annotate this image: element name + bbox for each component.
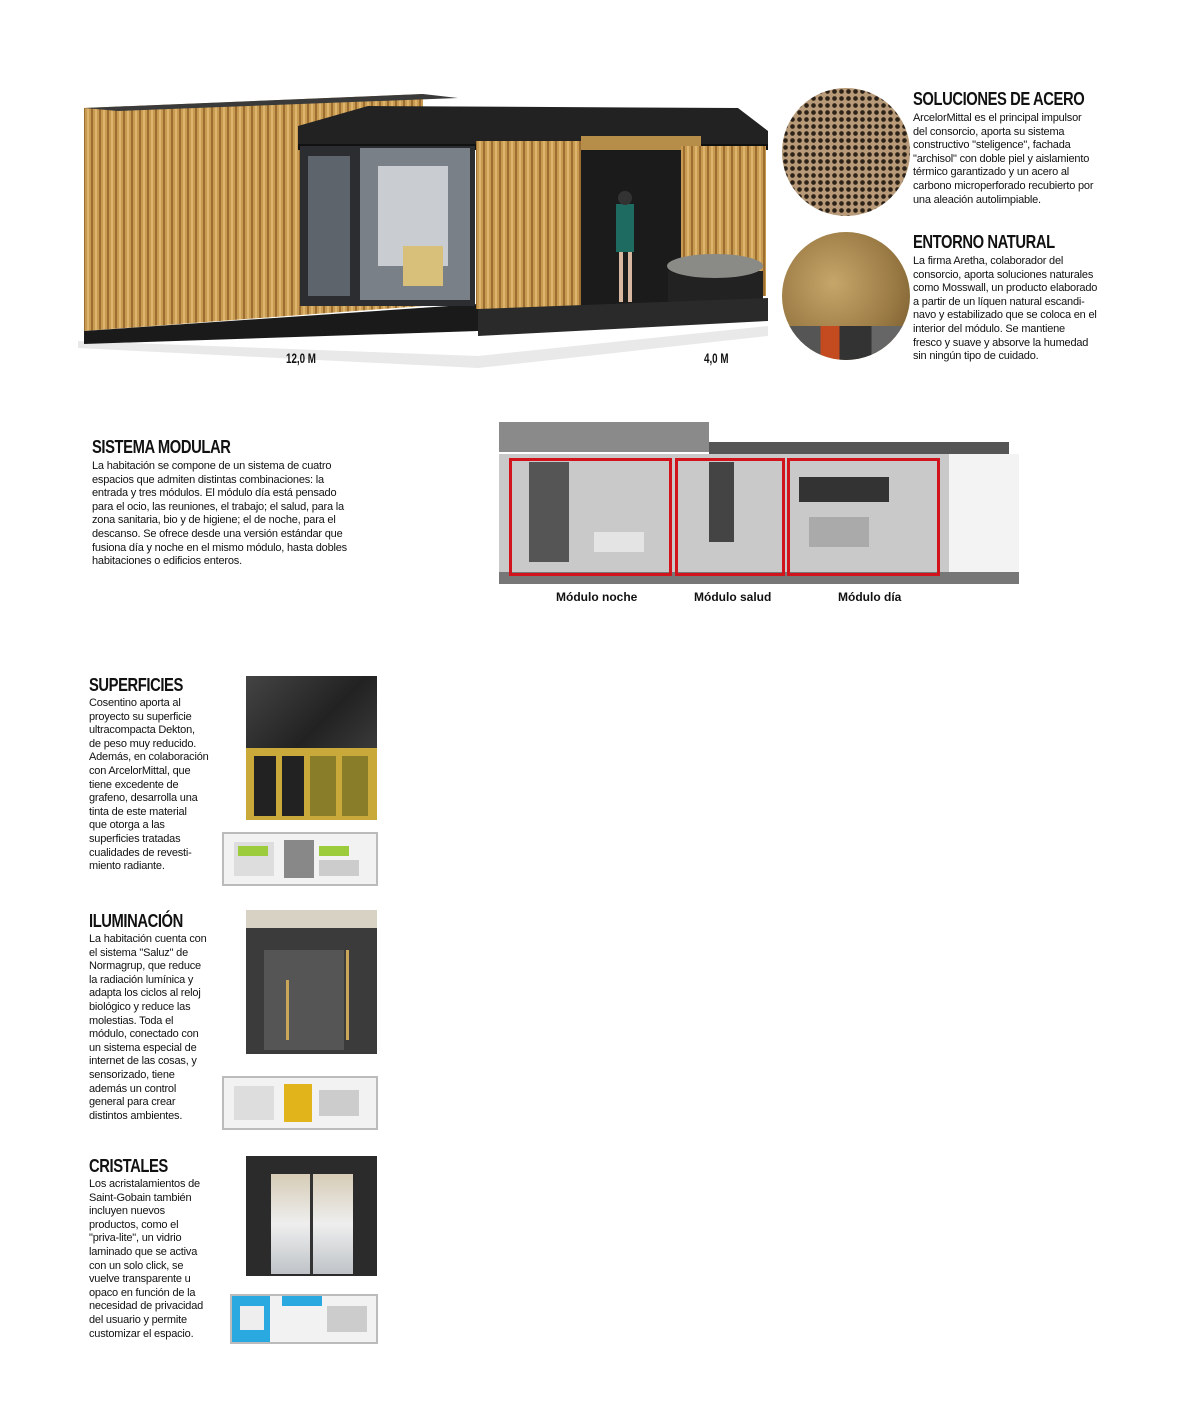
superficies-title: SUPERFICIES (89, 675, 183, 695)
soluciones-title: SOLUCIONES DE ACERO (913, 89, 1085, 109)
cristales-photo (246, 1156, 377, 1276)
iluminacion-title: ILUMINACIÓN (89, 911, 183, 931)
entorno-body: La firma Aretha, colaborador del consorcio, aporta soluciones naturales como Mosswall, un producto elaborado a partir de un líquen natural escandi- navo y estabilizado que se coloca en el interior del módulo. Se mantiene fresco y suave y absorve la humedad sin ningún tipo de cuidado. (913, 255, 1098, 363)
sistema-body: La habitación se compone de un sistema de cuatro espacios que admiten distintas combinaciones: la entrada y tres módulos. El módulo día está pensado para el ocio, las reuniones, el trabajo; el salud, para la zona sanitaria, bio y de higiene; el de noche, para el descanso. Se ofrece desde una versión estándar que fusiona día y noche en el mismo módulo, hasta dobles habitaciones o edificios enteros. (92, 460, 347, 568)
module-dia-label: Módulo día (838, 590, 902, 604)
module-noche-label: Módulo noche (556, 590, 638, 604)
modular-house-illustration (78, 86, 778, 376)
cristales-plan (230, 1294, 378, 1344)
module-noche-outline (509, 458, 672, 576)
cristales-body: Los acristalamientos de Saint-Gobain también incluyen nuevos productos, como el "priva-lite", un vidrio laminado que se activa con un solo click, se vuelve transparente u opaco en función de la necesidad de privacidad del usuario y permite customizar el espacio. (89, 1178, 204, 1340)
plan-highlight (238, 846, 268, 856)
module-salud-label: Módulo salud (694, 590, 772, 604)
sistema-title: SISTEMA MODULAR (92, 437, 231, 457)
module-dia-outline (787, 458, 940, 576)
perforated-steel-image (782, 88, 910, 216)
module-salud-outline (675, 458, 785, 576)
superficies-photo (246, 676, 377, 820)
cristales-title: CRISTALES (89, 1156, 168, 1176)
moss-image (782, 232, 910, 360)
dimension-width: 4,0 M (704, 350, 729, 366)
superficies-plan (222, 832, 378, 886)
iluminacion-body: La habitación cuenta con el sistema "Saluz" de Normagrup, que reduce la radiación lumínica y adapta los ciclos al reloj biológico y reduce las molestias. Toda el módulo, conectado con un sistema especial de internet de las cosas, y sensorizado, tiene además un control general para crear distintos ambientes. (89, 933, 207, 1122)
entorno-title: ENTORNO NATURAL (913, 232, 1055, 252)
hero-render (78, 86, 778, 376)
soluciones-body: ArcelorMittal es el principal impulsor del consorcio, aporta su sistema constructivo "steligence", fachada "archisol" con doble piel y aislamiento térmico garantizado y un acero al carbono microperforado recubierto por una aleación autolimpiable. (913, 112, 1094, 206)
dimension-length: 12,0 M (286, 350, 316, 366)
module-section-render (499, 422, 1019, 587)
iluminacion-photo (246, 910, 377, 1054)
iluminacion-plan (222, 1076, 378, 1130)
superficies-body: Cosentino aporta al proyecto su superficie ultracompacta Dekton, de peso muy reducido. Además, en colaboración con ArcelorMittal, que tiene excedente de grafeno, desarrolla una tinta de este material que otorga a las superficies tratadas cualidades de revesti- miento radiante. (89, 697, 209, 873)
